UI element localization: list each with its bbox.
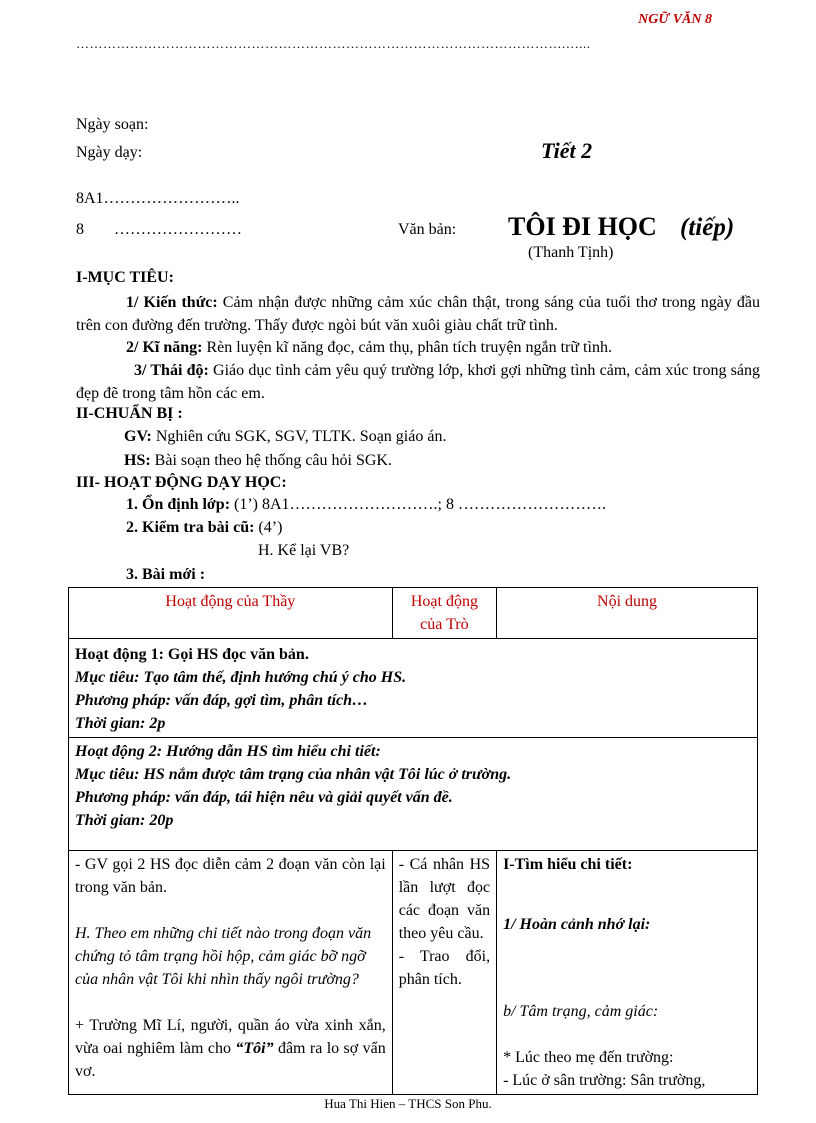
lesson-number: Tiết 2 bbox=[541, 138, 593, 163]
activity-1-time: Thời gian: 2p bbox=[75, 715, 166, 732]
content-subheading-context: 1/ Hoàn cảnh nhớ lại: bbox=[503, 916, 651, 933]
thai-do-label: 3/ Thái độ: bbox=[134, 362, 209, 379]
teacher-answer-text-b: đâm ra lo sợ vẩn vơ. bbox=[75, 1040, 386, 1080]
ngay-day-label: Ngày dạy: bbox=[76, 144, 143, 161]
content-point-with-mother: * Lúc theo mẹ đến trường: bbox=[503, 1049, 674, 1066]
activity-1-row bbox=[69, 639, 758, 738]
header-student-activity: Hoạt động của Trò bbox=[392, 588, 496, 639]
teacher-step-read: - GV gọi 2 HS đọc diễn cảm 2 đoạn văn còn lại trong văn bản. bbox=[75, 856, 386, 896]
student-step-discuss: - Trao đổi, phân tích. bbox=[398, 948, 491, 988]
van-ban-label: Văn bản: bbox=[398, 221, 457, 238]
class-8a1-line: 8A1…………………….. bbox=[76, 190, 240, 207]
teacher-question: H. Theo em những chi tiết nào trong đoạn văn chứng tỏ tâm trạng hồi hộp, cảm giác bỡ ngỡ của nhân vật Tôi khi nhìn thấy ngôi trường? bbox=[75, 925, 372, 988]
content-point-schoolyard: - Lúc ở sân trường: Sân trường, bbox=[503, 1072, 706, 1089]
thai-do-paragraph bbox=[76, 359, 760, 405]
ngay-soan-label: Ngày soạn: bbox=[76, 116, 149, 133]
subject-header: NGỮ VĂN 8 bbox=[638, 12, 712, 27]
ki-nang-text: Rèn luyện kĩ năng đọc, cảm thụ, phân tích truyện ngắn trữ tình. bbox=[202, 339, 612, 356]
section-chuan-bi-heading: II-CHUẨN BỊ : bbox=[76, 405, 183, 422]
activity-2-method: Phương pháp: vấn đáp, tái hiện nêu và giải quyết vấn đề. bbox=[75, 789, 453, 806]
activity-1-objective: Mục tiêu: Tạo tâm thế, định hướng chú ý cho HS. bbox=[75, 669, 407, 686]
activity-2-objective: Mục tiêu: HS nắm được tâm trạng của nhân vật Tôi lúc ở trường. bbox=[75, 766, 512, 783]
content-row bbox=[69, 851, 758, 1095]
content-heading: I-Tìm hiểu chi tiết: bbox=[503, 856, 633, 873]
review-question: H. Kể lại VB? bbox=[258, 542, 350, 559]
teacher-answer bbox=[75, 1014, 386, 1083]
hs-label: HS: bbox=[124, 452, 151, 469]
kiem-tra-bai-cu bbox=[126, 519, 282, 537]
header-teacher-activity: Hoạt động của Thầy bbox=[69, 588, 393, 639]
class-8-number: 8 bbox=[76, 221, 84, 238]
table-header-row bbox=[69, 588, 758, 639]
activity-1-method: Phương pháp: vấn đáp, gợi tìm, phân tích… bbox=[75, 692, 369, 709]
title-suffix: (tiếp) bbox=[680, 214, 735, 241]
lesson-activity-table bbox=[68, 587, 758, 1095]
hs-text: Bài soạn theo hệ thống câu hỏi SGK. bbox=[150, 452, 392, 469]
teacher-answer-text-a: + Trường Mĩ Lí, người, quần áo vừa xinh xắn, vừa oai nghiêm làm cho bbox=[75, 1017, 386, 1057]
on-dinh-label: 1. Ổn định lớp: bbox=[126, 496, 231, 513]
author-name: (Thanh Tịnh) bbox=[528, 244, 614, 261]
teacher-activity-cell bbox=[69, 851, 393, 1095]
on-dinh-lop bbox=[126, 496, 606, 514]
header-dotted-line: ……………………………………………………………………………………………….…... bbox=[76, 36, 591, 51]
activity-2-title: Hoạt động 2: Hướng dẫn HS tìm hiểu chi tiết: bbox=[75, 743, 381, 760]
student-step-read: - Cá nhân HS lần lượt đọc các đoạn văn theo yêu cầu. bbox=[398, 856, 491, 942]
ki-nang-paragraph bbox=[76, 336, 760, 359]
gv-text: Nghiên cứu SGK, SGV, TLTK. Soạn giáo án. bbox=[151, 428, 447, 445]
activity-1-title: Hoạt động 1: Gọi HS đọc văn bản. bbox=[75, 646, 309, 663]
student-activity-cell bbox=[392, 851, 496, 1095]
kien-thuc-label: 1/ Kiến thức: bbox=[126, 294, 218, 311]
header-content: Nội dung bbox=[497, 588, 758, 639]
kien-thuc-text: Cảm nhận được những cảm xúc chân thật, trong sáng của tuổi thơ trong ngày đầu trên con đường đến trường. Thấy được ngòi bút văn xuôi giàu chất trữ tình. bbox=[76, 294, 761, 334]
gv-preparation bbox=[124, 428, 446, 446]
page-footer: Hua Thi Hien – THCS Son Phu. bbox=[324, 1096, 492, 1111]
gv-label: GV: bbox=[124, 428, 152, 445]
kiem-tra-text: (4’) bbox=[254, 519, 283, 536]
kien-thuc-paragraph bbox=[76, 291, 760, 337]
teacher-answer-toi: “Tôi” bbox=[235, 1040, 274, 1057]
section-hoat-dong-heading: III- HOẠT ĐỘNG DẠY HỌC: bbox=[76, 474, 287, 491]
activity-2-row bbox=[69, 738, 758, 851]
section-muc-tieu-heading: I-MỤC TIÊU: bbox=[76, 269, 174, 286]
text-title: TÔI ĐI HỌC bbox=[508, 212, 657, 241]
class-8-dots: …………………… bbox=[114, 221, 242, 238]
on-dinh-text: (1’) 8A1……………………….; 8 ………………………. bbox=[230, 496, 606, 513]
hs-preparation bbox=[124, 452, 392, 470]
bai-moi-label: 3. Bài mới : bbox=[126, 566, 206, 583]
content-subheading-mood: b/ Tâm trạng, cảm giác: bbox=[503, 1003, 659, 1020]
activity-2-time: Thời gian: 20p bbox=[75, 812, 174, 829]
kiem-tra-label: 2. Kiểm tra bài cũ: bbox=[126, 519, 255, 536]
ki-nang-label: 2/ Kĩ năng: bbox=[126, 339, 203, 356]
content-cell bbox=[497, 851, 758, 1095]
thai-do-text: Giáo dục tình cảm yêu quý trường lớp, khơi gợi những tình cảm, cảm xúc trong sáng đẹp đẽ trong tâm hồn các em. bbox=[76, 362, 760, 402]
